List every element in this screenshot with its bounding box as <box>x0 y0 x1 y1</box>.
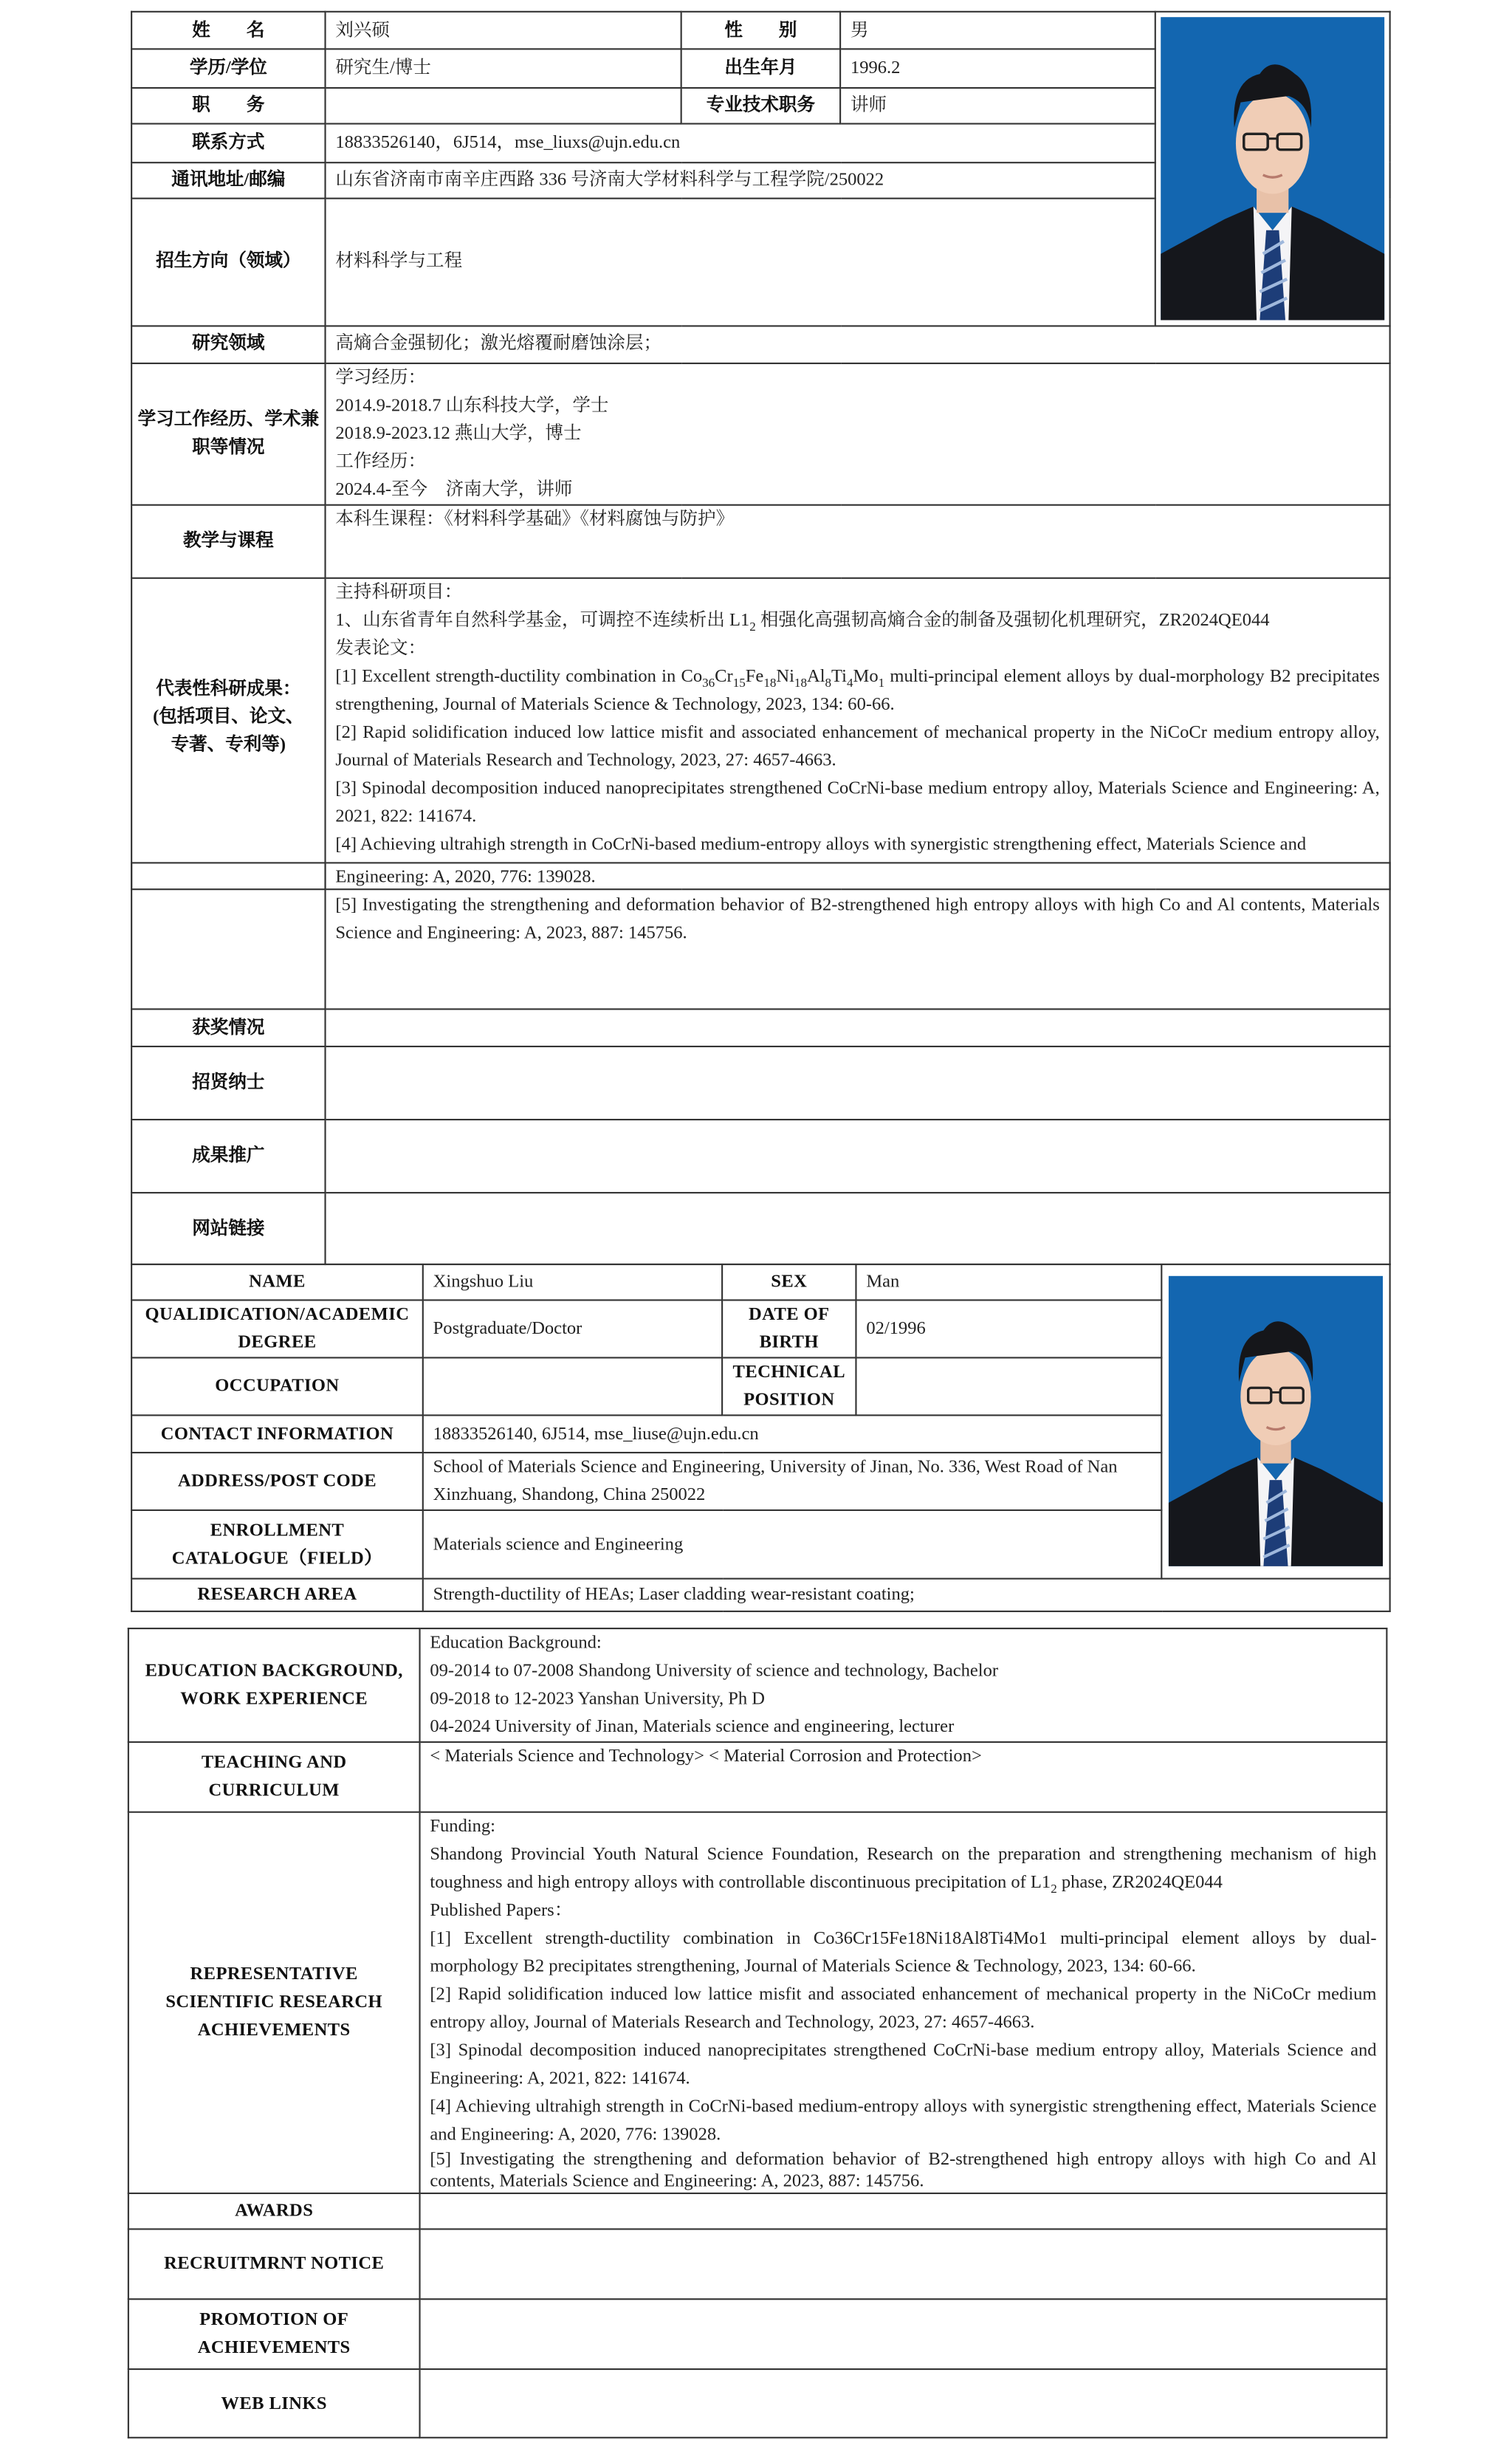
name-label: 姓 名 <box>131 12 325 49</box>
achievements-label-continued <box>131 863 325 1009</box>
contact-label: 联系方式 <box>131 124 325 162</box>
experience-line: 2018.9-2023.12 燕山大学，博士 <box>335 424 582 443</box>
en-birth-label: DATE OF BIRTH <box>722 1300 856 1357</box>
title-value: 讲师 <box>840 88 1155 124</box>
en-degree-label: QUALIDICATION/ACADEMIC DEGREE <box>131 1300 423 1357</box>
project-text: 相强化高强韧高熵合金的制备及强韧化机理研究，ZR2024QE044 <box>755 611 1270 630</box>
en-teaching-value: < Materials Science and Technology> < Material Corrosion and Protection> <box>420 1742 1387 1812</box>
experience-value <box>326 363 1390 504</box>
funding-heading: Funding: <box>430 1817 496 1837</box>
paper-item: [2] Rapid solidification induced low lattice misfit and associated enhancement of mechanical property in the NiCoCr medium entropy alloy, Journal of Materials Research and Technology, 2023, 27: 4657-4663. <box>430 1985 1377 2032</box>
paper-item: [2] Rapid solidification induced low lattice misfit and associated enhancement of mechanical property in the NiCoCr medium entropy alloy, Journal of Materials Research and Technology, 2023, 27: 4657-4663. <box>335 723 1380 770</box>
paper-item: [3] Spinodal decomposition induced nanoprecipitates strengthened CoCrNi-base medium entropy alloy, Materials Science and Engineering: A, 2021, 822: 141674. <box>430 2041 1377 2088</box>
direction-label: 招生方向（领域） <box>131 199 325 326</box>
experience-line: 2024.4-至今 济南大学，讲师 <box>335 480 573 499</box>
en-recruit-label: RECRUITMRNT NOTICE <box>128 2229 420 2299</box>
contact-value: 18833526140，6J514，mse_liuxs@ujn.edu.cn <box>326 124 1155 162</box>
funding-subscript: 2 <box>1051 1882 1057 1896</box>
paper-item: Engineering: A, 2020, 776: 139028. <box>335 868 596 888</box>
en-achievements-value <box>420 1812 1387 2193</box>
en-name-value: Xingshuo Liu <box>423 1264 722 1300</box>
title-label: 专业技术职务 <box>681 88 840 124</box>
links-value[interactable] <box>326 1193 1390 1264</box>
en-education-label: EDUCATION BACKGROUND, WORK EXPERIENCE <box>128 1628 420 1742</box>
en-links-value[interactable] <box>420 2369 1387 2438</box>
portrait-photo <box>1169 1276 1383 1566</box>
experience-line: 学习经历： <box>335 368 427 388</box>
en-awards-label: AWARDS <box>128 2193 420 2229</box>
degree-value: 研究生/博士 <box>326 49 681 87</box>
portrait-photo <box>1161 17 1384 320</box>
sex-value: 男 <box>840 12 1155 49</box>
project-item <box>335 606 1379 634</box>
paper-item: [5] Investigating the strengthening and deformation behavior of B2-strengthened high entropy alloys with high Co and Al contents, Materials Science and Engineering: A, 2023, 887: 145756. <box>430 2151 1377 2191</box>
en-title-value <box>856 1357 1161 1415</box>
paper-text: multi-principal element alloys by dual-morphology B2 precipitates strengthening, Journal of Materials Science & Technology, 2023, 134: 60-66. <box>335 667 1380 714</box>
en-promotion-label: PROMOTION OF ACHIEVEMENTS <box>128 2299 420 2369</box>
en-photo-cell <box>1161 1264 1389 1579</box>
funding-item <box>430 1841 1376 1897</box>
achievements-label <box>131 578 325 888</box>
en-occupation-label: OCCUPATION <box>131 1357 423 1415</box>
en-name-label: NAME <box>131 1264 423 1300</box>
en-profile-table <box>131 1264 1389 1612</box>
en-title-label: TECHNICAL POSITION <box>722 1357 856 1415</box>
papers-heading: Published Papers： <box>430 1901 573 1921</box>
en-address-value: School of Materials Science and Engineering, University of Jinan, No. 336, West Road of Nan Xinzhuang, Shandong, China 250022 <box>423 1453 1162 1510</box>
en-occupation-value <box>423 1357 722 1415</box>
education-line: Education Background: <box>430 1634 602 1653</box>
papers-heading: 发表论文： <box>335 639 427 658</box>
achievements-value <box>326 578 1390 888</box>
paper-item: [5] Investigating the strengthening and deformation behavior of B2-strengthened high entropy alloys with high Co and Al contents, Materials Science and Engineering: A, 2023, 887: 145756. <box>335 896 1380 943</box>
en-birth-value: 02/1996 <box>856 1300 1161 1357</box>
awards-value <box>326 1009 1390 1046</box>
duty-value <box>326 88 681 124</box>
birth-label: 出生年月 <box>681 49 840 87</box>
paper-item: [1] Excellent strength-ductility combination in Co36Cr15Fe18Ni18Al8Ti4Mo1 multi-principal element alloys by dual-morphology B2 precipitates strengthening, Journal of Materials Science & Technology, 2023, 134: 60-66. <box>430 1929 1377 1977</box>
recruit-label: 招贤纳士 <box>131 1046 325 1120</box>
address-label: 通讯地址/邮编 <box>131 162 325 199</box>
en-links-label: WEB LINKS <box>128 2369 420 2438</box>
en-recruit-value <box>420 2229 1387 2299</box>
paper-text: [1] Excellent strength-ductility combination in <box>335 667 681 686</box>
education-line: 09-2014 to 07-2008 Shandong University of science and technology, Bachelor <box>430 1662 999 1681</box>
promotion-label: 成果推广 <box>131 1120 325 1193</box>
research-label: 研究领域 <box>131 326 325 363</box>
achievements-continued <box>326 863 1390 1009</box>
sex-label: 性 别 <box>681 12 840 49</box>
degree-label: 学历/学位 <box>131 49 325 87</box>
education-line: 04-2024 University of Jinan, Materials science and engineering, lecturer <box>430 1718 955 1737</box>
en-contact-label: CONTACT INFORMATION <box>131 1415 423 1453</box>
en-research-label: RESEARCH AREA <box>131 1579 423 1611</box>
project-subscript: 2 <box>749 619 756 634</box>
en-enrollment-label: ENROLLMENT CATALOGUE（FIELD） <box>131 1510 423 1579</box>
teaching-value: 本科生课程：《材料科学基础》《材料腐蚀与防护》 <box>326 504 1390 578</box>
experience-label: 学习工作经历、学术兼职等情况 <box>131 363 325 504</box>
experience-line: 工作经历： <box>335 452 427 471</box>
promotion-value <box>326 1120 1390 1193</box>
en-sex-label: SEX <box>722 1264 856 1300</box>
en-education-value <box>420 1628 1387 1742</box>
en-promotion-value <box>420 2299 1387 2369</box>
project-text: 1、山东省青年自然科学基金，可调控不连续析出 L1 <box>335 611 750 630</box>
links-label: 网站链接 <box>131 1193 325 1264</box>
en-contact-value: 18833526140, 6J514, mse_liuse@ujn.edu.cn <box>423 1415 1162 1453</box>
experience-line: 2014.9-2018.7 山东科技大学，学士 <box>335 396 609 416</box>
en-sex-value: Man <box>856 1264 1161 1300</box>
achievements-label-line: 代表性科研成果： <box>156 679 301 699</box>
cn-continued-table <box>131 862 1389 1265</box>
en-achievements-label: REPRESENTATIVE SCIENTIFIC RESEARCH ACHIEVEMENTS <box>128 1812 420 2193</box>
paper-formula: $Co_{36}Cr_{15}Fe_{18}Ni_{18}Al_8Ti_4Mo_1$ <box>681 667 885 690</box>
paper-item <box>335 662 1379 719</box>
en-enrollment-value: Materials science and Engineering <box>423 1510 1162 1579</box>
achievements-label-line: 专著、专利等) <box>171 736 286 755</box>
recruit-value <box>326 1046 1390 1120</box>
birth-value: 1996.2 <box>840 49 1155 87</box>
paper-item: [4] Achieving ultrahigh strength in CoCrNi-based medium-entropy alloys with synergistic strengthening effect, Materials Science and Engineering: A, 2020, 776: 139028. <box>430 2097 1377 2145</box>
en-degree-value: Postgraduate/Doctor <box>423 1300 722 1357</box>
address-value: 山东省济南市南辛庄西路 336 号济南大学材料科学与工程学院/250022 <box>326 162 1155 199</box>
en-address-label: ADDRESS/POST CODE <box>131 1453 423 1510</box>
direction-value: 材料科学与工程 <box>326 199 1155 326</box>
education-line: 09-2018 to 12-2023 Yanshan University, Ph D <box>430 1690 766 1709</box>
cn-profile-table <box>131 11 1389 854</box>
projects-heading: 主持科研项目： <box>335 583 463 602</box>
en-awards-value <box>420 2193 1387 2229</box>
en-research-value: Strength-ductility of HEAs; Laser cladding wear-resistant coating; <box>423 1579 1390 1611</box>
en-details-table <box>128 1628 1386 2439</box>
awards-label: 获奖情况 <box>131 1009 325 1046</box>
photo-cell <box>1155 12 1390 326</box>
funding-text: phase, ZR2024QE044 <box>1056 1873 1223 1893</box>
paper-item: [3] Spinodal decomposition induced nanoprecipitates strengthened CoCrNi-base medium entropy alloy, Materials Science and Engineering: A, 2021, 822: 141674. <box>335 779 1380 826</box>
achievements-label-line: (包括项目、论文、 <box>153 707 304 727</box>
paper-item: [4] Achieving ultrahigh strength in CoCrNi-based medium-entropy alloys with synergistic strengthening effect, Materials Science and <box>335 835 1307 854</box>
research-value: 高熵合金强韧化；激光熔覆耐磨蚀涂层； <box>326 326 1390 363</box>
funding-text: Shandong Provincial Youth Natural Science Foundation, Research on the preparation and strengthening mechanism of high toughness and high entropy alloys with controllable discontinuous precipitation of L1 <box>430 1846 1377 1893</box>
teaching-label: 教学与课程 <box>131 504 325 578</box>
en-teaching-label: TEACHING AND CURRICULUM <box>128 1742 420 1812</box>
duty-label: 职 务 <box>131 88 325 124</box>
name-value: 刘兴硕 <box>326 12 681 49</box>
